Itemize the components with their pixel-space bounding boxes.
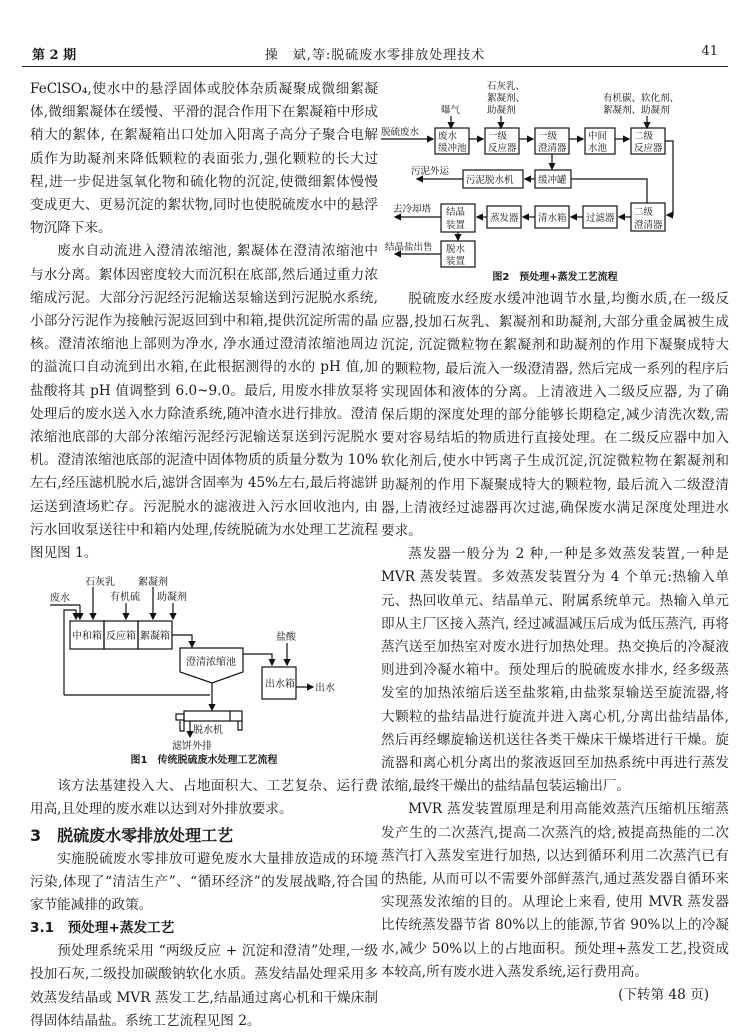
label-hydrochloric-acid: 盐酸 [276, 632, 296, 644]
flow-arrow [243, 654, 272, 665]
paragraph: 该方法基建投入大、占地面积大、工艺复杂、运行费用高,且处理的废水难以达到对外排放要求。 [30, 778, 378, 818]
right-column [381, 78, 729, 1007]
left-column [30, 78, 378, 1033]
label-reactor-2: 二级 [634, 131, 654, 142]
label-crystallizer: 结晶 [446, 207, 466, 218]
label-buffer-tank: 缓冲罐 [538, 175, 567, 186]
label-flocculation-tank: 絮凝箱 [140, 631, 170, 643]
label-sludge-out: 污泥外运 [411, 166, 450, 177]
figure-2-diagram [381, 78, 731, 270]
figure-2-caption: 图2 预处理+蒸发工艺流程 [492, 272, 618, 283]
label-reactor-1: 反应器 [488, 143, 517, 154]
label-dewater-device: 脱水 [446, 244, 466, 255]
label-dosing-2: 絮凝剂、助凝剂 [603, 105, 670, 116]
dewatering-machine-shape [184, 711, 242, 721]
label-clarifier-thickener: 澄清浓缩池 [186, 657, 236, 669]
label-salt-for-sale: 结晶盐出售 [385, 242, 433, 253]
page-number: 41 [701, 44, 718, 59]
label-organic-sulfur: 有机硫 [110, 592, 140, 604]
figure-1 [30, 575, 378, 769]
label-clarifier-1: 一级 [538, 131, 558, 142]
label-clear-water-tank: 清水箱 [538, 213, 567, 224]
label-reaction-tank: 反应箱 [106, 631, 136, 643]
label-effluent-tank: 出水箱 [265, 679, 295, 691]
flow-arrow [172, 635, 192, 647]
running-title: 操 斌,等:脱硫废水零排放处理技术 [264, 48, 486, 63]
label-wastewater: 废水 [50, 593, 70, 605]
label-flocculant: 絮凝剂 [138, 577, 168, 589]
header-rule [22, 66, 728, 67]
figure-1-diagram [30, 575, 378, 753]
label-mid-pool: 中间 [588, 131, 608, 142]
label-filter-cake-out: 滤饼外排 [172, 741, 212, 753]
section-3-heading: 3 脱硫废水零排放处理工艺 [30, 825, 234, 845]
section-3-1-heading: 3.1 预处理+蒸发工艺 [30, 920, 175, 937]
label-reactor-2: 反应器 [634, 143, 663, 154]
label-aeration: 曝气 [441, 105, 461, 116]
label-neutralization-tank: 中和箱 [72, 631, 102, 643]
label-clarifier-1: 澄清器 [538, 143, 567, 154]
label-filter: 过滤器 [586, 213, 615, 224]
label-lime-milk: 石灰乳 [85, 577, 115, 589]
label-buffer-pool: 缓冲池 [438, 143, 467, 154]
page-header [22, 40, 728, 64]
paragraph: 预处理系统采用 “两级反应 + 沉淀和澄清”处理,一级投加石灰,二级投加碳酸钠软化水质。蒸发结晶处理采用多效蒸发结晶或 MVR 蒸发工艺,结晶通过离心机和干燥床制得固体结晶盐。系统工艺流程见图 2。 [30, 943, 378, 1029]
figure-2 [381, 78, 729, 286]
paragraph: 实施脱硫废水零排放可避免废水大量排放造成的环境污染,体现了“清洁生产”、“循环经济”的发展战略,符合国家节能减排的政策。 [30, 850, 378, 914]
label-fgd-wastewater: 脱硫废水 [381, 127, 420, 138]
label-dosing-2: 有机碳、软化剂、 [603, 93, 680, 104]
label-dosing-1: 助凝剂 [487, 105, 516, 116]
label-reactor-1: 一级 [488, 131, 508, 142]
paragraph: FeClSO₄,使水中的悬浮固体或胶体杂质凝聚成微细絮凝体,微细絮凝体在缓慢、平滑的混合作用下在絮凝箱中形成稍大的絮体, 在絮凝箱出口处加入阳离子高分子聚合电解质作为助凝剂来降低颗粒的表面张力,强化颗粒的长大过程,进一步促进氢氧化物和硫化物的沉淀,使微细絮体慢慢变成更大、更易沉淀的絮状物,同时也使脱硫废水中的悬浮物沉降下来。 [30, 81, 378, 237]
label-dosing-1: 石灰乳、 [487, 81, 526, 92]
label-mid-pool: 水池 [588, 143, 608, 154]
label-crystallizer: 装置 [446, 220, 466, 231]
label-evaporator: 蒸发器 [490, 213, 519, 224]
label-effluent: 出水 [315, 683, 335, 695]
label-to-cooling-tower: 去冷却塔 [393, 204, 432, 215]
label-buffer-pool: 废水 [438, 131, 458, 142]
label-coagulant-aid: 助凝剂 [157, 592, 187, 604]
label-dewatering-machine: 脱水机 [193, 725, 223, 737]
figure-1-caption: 图1 传统脱硫废水处理工艺流程 [130, 755, 278, 767]
issue-number: 第 2 期 [32, 48, 77, 63]
paragraph: 废水自动流进入澄清浓缩池, 絮凝体在澄清浓缩池中与水分离。絮体因密度较大而沉积在底部,然后通过重力浓缩成污泥。大部分污泥经污泥输送泵输送到污泥脱水系统, 小部分污泥作为接触污泥返回到中和箱,提供沉淀所需的晶核。澄清浓缩池上部则为净水, 净水通过澄清浓缩池周边的溢流口自动流到出水箱,在此根据测得的水的 pH 值,加盐酸将其 pH 值调整到 6.0~9.0。最后, 用废水排放泵将处理后的废水送入水力除渣系统,随冲渣水进行排放。澄清浓缩池底部的大部分浓缩污泥经污泥输送泵送到污泥脱水机。澄清浓缩池底部的泥渣中固体物质的质量分数为 10%左右,经压滤机脱水后,滤饼含固率为 45%左右,最后将滤饼运送到渣场贮存。污泥脱水的滤液进入污水回收池内, 由污水回收泵送往中和箱内处理,传统脱硫为水处理工艺流程图见图 1。 [30, 243, 378, 562]
paragraph: MVR 蒸发装置原理是利用高能效蒸汽压缩机压缩蒸发产生的二次蒸汽,提高二次蒸汽的焓,被提高热能的二次蒸汽打入蒸发室进行加热, 以达到循环利用二次蒸汽已有的热能, 从而可以不需要外部鲜蒸汽,通过蒸发器自循环来实现蒸发浓缩的目的。从理论上来看, 使用 MVR 蒸发器比传统蒸发器节省 80%以上的能源,节省 90%以上的冷凝水,减少 50%以上的占地面积。预处理+蒸发工艺,投资成本较高,所有废水进入蒸发系统,运行费用高。 [381, 801, 729, 980]
label-dewater-device: 装置 [446, 256, 466, 267]
paragraph: 蒸发器一般分为 2 种,一种是多效蒸发装置,一种是 MVR 蒸发装置。多效蒸发装置分为 4 个单元:热输入单元、热回收单元、结晶单元、附属系统单元。热输入单元即从主厂区接入蒸汽, 经过减温减压后成为低压蒸汽, 再将蒸汽送至加热室对废水进行加热处理。热交换后的冷凝液则进到冷凝水箱中。预处理后的脱硫废水排水, 经多级蒸发室的加热浓缩后送至盐浆箱,由盐浆泵输送至旋流器,将大颗粒的盐结晶进行旋流并进入离心机,分离出盐结晶体,然后再经螺旋输送机送往各类干燥床干燥塔进行干燥。旋流器和离心机分离出的浆液返回至加热系统中再进行蒸发浓缩,最终干燥出的盐结晶包装运输出厂。 [381, 546, 729, 795]
continued-note: (下转第 48 页) [618, 987, 709, 1004]
paragraph: 脱硫废水经废水缓冲池调节水量,均衡水质,在一级反应器,投加石灰乳、絮凝剂和助凝剂,大部分重金属被生成沉淀, 沉淀微粒物在絮凝剂和助凝剂的作用下凝聚成特大的颗粒物, 最后流入一级澄清器, 然后完成一系列的程序后实现固体和液体的分离。上清液进入二级反应器, 为了确保后期的深度处理的部分能够长期稳定,减少清洗次数,需要对容易结垢的物质进行直接处理。在二级反应器中加入软化剂后,使水中钙离子生成沉淀,沉淀微粒物在絮凝剂和助凝剂的作用下凝聚成特大的颗粒物, 最后流入二级澄清器,上清液经过滤器再次过滤,确保废水满足深度处理进水要求。 [381, 291, 729, 540]
label-dosing-1: 絮凝剂、 [487, 93, 526, 104]
label-sludge-dewater: 污泥脱水机 [466, 175, 514, 186]
label-clarifier-2: 澄清器 [634, 220, 663, 231]
label-clarifier-2: 二级 [634, 207, 654, 218]
